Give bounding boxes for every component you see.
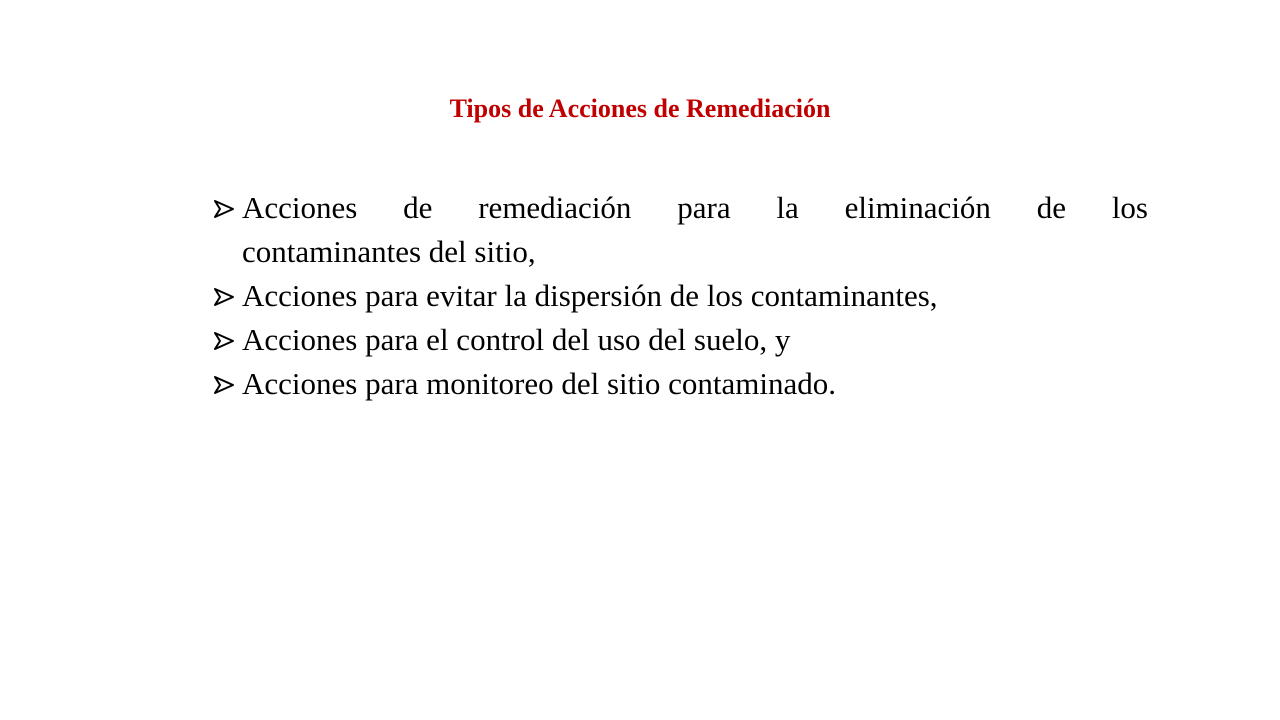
list-item bbox=[213, 362, 1148, 406]
arrow-bullet-icon bbox=[213, 287, 235, 307]
bullet-text: Acciones para monitoreo del sitio contaminado. bbox=[242, 366, 836, 401]
bullet-text-line-2: contaminantes del sitio, bbox=[242, 234, 536, 269]
arrow-bullet-icon bbox=[213, 331, 235, 351]
bullet-text-line-1: Acciones de remediación para la eliminación de los bbox=[242, 190, 1148, 225]
slide-title: Tipos de Acciones de Remediación bbox=[449, 94, 831, 123]
arrow-bullet-icon bbox=[213, 199, 235, 219]
arrow-bullet-icon bbox=[213, 375, 235, 395]
list-item bbox=[213, 318, 1148, 362]
list-item bbox=[213, 186, 1148, 274]
bullet-text: Acciones para evitar la dispersión de los contaminantes, bbox=[242, 278, 938, 313]
list-item bbox=[213, 274, 1148, 318]
bullet-text: Acciones para el control del uso del suelo, y bbox=[242, 322, 791, 357]
bullet-list bbox=[213, 186, 1148, 406]
